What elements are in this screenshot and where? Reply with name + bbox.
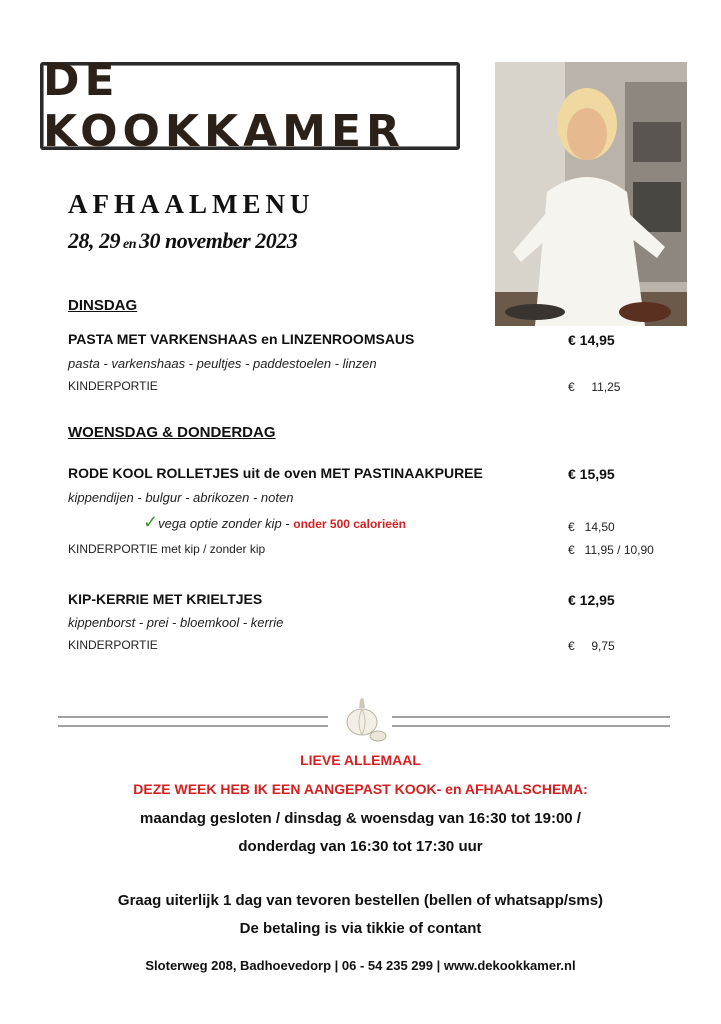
page-title: AFHAALMENU <box>68 189 315 219</box>
notice-line-1: LIEVE ALLEMAAL <box>300 752 421 768</box>
chef-photo <box>495 62 687 326</box>
vega-price: € 14,50 <box>568 520 615 534</box>
notice-line-6: De betaling is via tikkie of contant <box>239 920 482 937</box>
notice-line-4: donderdag van 16:30 tot 17:30 uur <box>238 838 483 855</box>
vega-calories: onder 500 calorieën <box>293 517 406 531</box>
footer-contact: Sloterweg 208, Badhoevedorp | 06 - 54 235 299 | www.dekookkamer.nl <box>145 958 576 973</box>
menu-date <box>68 228 297 254</box>
notice-line-3: maandag gesloten / dinsdag & woensdag van 16:30 tot 19:00 / <box>140 810 581 827</box>
price-kip-kerrie: € 12,95 <box>568 592 615 608</box>
logo <box>40 55 460 157</box>
price-pasta: € 14,95 <box>568 332 615 348</box>
kids-label-kip-kerrie: KINDERPORTIE <box>68 638 158 652</box>
section-dinsdag: DINSDAG <box>68 297 138 314</box>
leaf-icon: ✓ <box>143 512 159 532</box>
dish-rode-kool: RODE KOOL ROLLETJES uit de oven MET PASTINAAKPUREE <box>68 465 483 481</box>
date-en: en <box>123 237 136 252</box>
vega-text: vega optie zonder kip - <box>158 516 294 531</box>
notice-line-5: Graag uiterlijk 1 dag van tevoren bestellen (bellen of whatsapp/sms) <box>117 892 604 909</box>
desc-pasta: pasta - varkenshaas - peultjes - paddestoelen - linzen <box>68 356 377 371</box>
kids-label-pasta: KINDERPORTIE <box>68 379 158 393</box>
kids-label-rode-kool: KINDERPORTIE met kip / zonder kip <box>68 542 266 556</box>
date-rest: 30 november 2023 <box>139 228 298 253</box>
desc-rode-kool: kippendijen - bulgur - abrikozen - noten <box>68 490 294 505</box>
logo-text: DE KOOKKAMER <box>43 55 405 157</box>
dish-kip-kerrie: KIP-KERRIE MET KRIELTJES <box>68 591 263 607</box>
price-rode-kool: € 15,95 <box>568 466 615 482</box>
kids-price-kip-kerrie: € 9,75 <box>568 639 615 653</box>
garlic-icon <box>334 696 390 744</box>
date-days: 28, 29 <box>68 228 120 253</box>
section-woensdag: WOENSDAG & DONDERDAG <box>68 424 276 441</box>
desc-kip-kerrie: kippenborst - prei - bloemkool - kerrie <box>68 615 284 630</box>
dish-pasta: PASTA MET VARKENSHAAS en LINZENROOMSAUS <box>68 331 415 347</box>
divider-right <box>392 716 670 727</box>
kids-price-pasta: € 11,25 <box>568 380 621 394</box>
kids-price-rode-kool: € 11,95 / 10,90 <box>568 543 654 557</box>
divider-left <box>58 716 328 727</box>
vega-option <box>143 512 406 533</box>
notice-line-2: DEZE WEEK HEB IK EEN AANGEPAST KOOK- en AFHAALSCHEMA: <box>133 781 588 797</box>
